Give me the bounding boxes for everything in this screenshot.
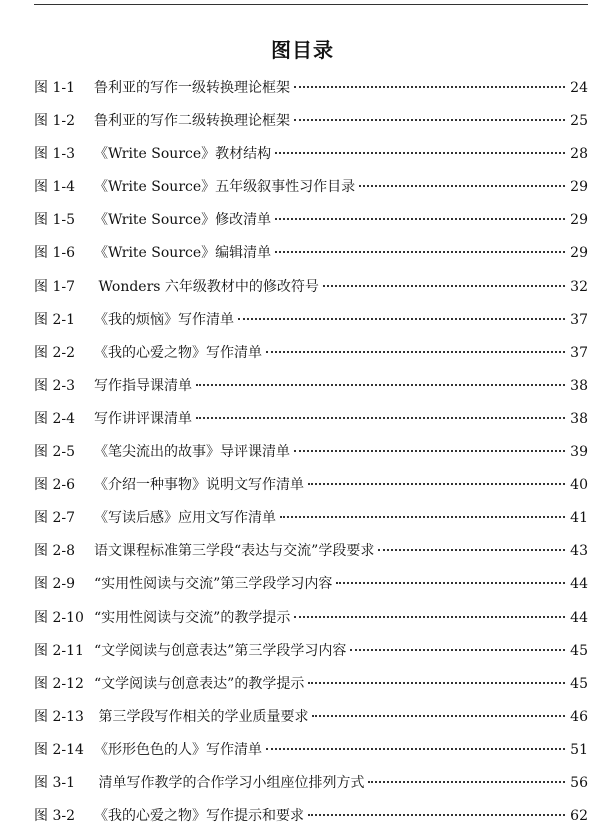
page-number: 37 xyxy=(570,311,588,328)
figure-title: 语文课程标准第三学段“表达与交流”学段要求 xyxy=(94,543,375,560)
dot-leader xyxy=(350,635,565,651)
page-number: 39 xyxy=(570,444,588,461)
figure-title: 《我的心爱之物》写作提示和要求 xyxy=(94,808,304,825)
figure-title: 《我的心爱之物》写作清单 xyxy=(94,344,262,361)
figure-number: 图 2-11 xyxy=(34,642,84,659)
dot-leader xyxy=(275,138,565,154)
dot-leader xyxy=(238,304,565,320)
page-number: 41 xyxy=(570,510,588,527)
figure-number: 图 2-14 xyxy=(34,741,84,758)
page-number: 38 xyxy=(570,377,588,394)
figure-number: 图 2-12 xyxy=(34,675,84,692)
figure-number: 图 1-4 xyxy=(34,179,75,196)
figure-number: 图 1-5 xyxy=(34,212,75,229)
dot-leader xyxy=(294,72,565,88)
figure-number: 图 2-10 xyxy=(34,609,84,626)
page-number: 45 xyxy=(570,675,588,692)
dot-leader xyxy=(266,734,565,750)
dot-leader xyxy=(275,237,565,253)
page-number: 32 xyxy=(570,278,588,295)
page-number: 51 xyxy=(570,741,588,758)
figure-title: 鲁利亚的写作一级转换理论框架 xyxy=(94,80,290,96)
figure-number: 图 2-9 xyxy=(34,576,75,593)
figure-title: “实用性阅读与交流”的教学提示 xyxy=(94,609,291,626)
figure-number: 图 2-6 xyxy=(34,477,75,494)
figure-number: 图 3-1 xyxy=(34,774,75,791)
dot-leader xyxy=(294,105,565,121)
dot-leader xyxy=(266,337,565,353)
figure-list xyxy=(34,76,588,837)
figure-number: 图 2-8 xyxy=(34,543,75,560)
figure-number: 图 2-3 xyxy=(34,377,75,394)
figure-number: 图 2-5 xyxy=(34,444,75,461)
dot-leader xyxy=(294,602,565,618)
figure-number: 图 2-1 xyxy=(34,311,75,328)
figure-title: 写作讲评课清单 xyxy=(94,410,192,427)
page-number: 56 xyxy=(570,774,588,791)
figure-title: “文学阅读与创意表达”第三学段学习内容 xyxy=(94,642,347,659)
toc-entry[interactable] xyxy=(34,804,588,837)
page-number: 44 xyxy=(570,609,588,626)
figure-number: 图 1-2 xyxy=(34,113,75,130)
figure-number: 图 1-6 xyxy=(34,245,75,262)
figure-title: 第三学段写作相关的学业质量要求 xyxy=(94,708,309,725)
figure-number: 图 1-1 xyxy=(34,80,75,96)
figure-number: 图 2-2 xyxy=(34,344,75,361)
page-number: 44 xyxy=(570,576,588,593)
page-number: 29 xyxy=(570,212,588,229)
dot-leader xyxy=(368,767,565,783)
figure-title: 写作指导课清单 xyxy=(94,377,192,394)
figure-number: 图 1-3 xyxy=(34,146,75,163)
dot-leader xyxy=(196,403,565,419)
figure-number: 图 2-13 xyxy=(34,708,84,725)
dot-leader xyxy=(308,800,565,816)
figure-title: 《Write Source》编辑清单 xyxy=(94,245,272,262)
page-number: 38 xyxy=(570,410,588,427)
page-number: 29 xyxy=(570,245,588,262)
page-number: 24 xyxy=(570,80,588,96)
figure-title: “实用性阅读与交流”第三学段学习内容 xyxy=(94,576,333,593)
dot-leader xyxy=(275,204,565,220)
page-number: 29 xyxy=(570,179,588,196)
page-number: 43 xyxy=(570,543,588,560)
figure-title: Wonders 六年级教材中的修改符号 xyxy=(94,278,319,295)
figure-title: 鲁利亚的写作二级转换理论框架 xyxy=(94,113,290,130)
dot-leader xyxy=(359,171,565,187)
figure-number: 图 2-7 xyxy=(34,510,75,527)
dot-leader xyxy=(196,370,565,386)
figure-number: 图 3-2 xyxy=(34,808,75,825)
page-number: 37 xyxy=(570,344,588,361)
page-title: 图目录 xyxy=(271,38,334,62)
figure-title: 清单写作教学的合作学习小组座位排列方式 xyxy=(94,774,365,791)
figure-title: 《写读后感》应用文写作清单 xyxy=(94,510,276,527)
dot-leader xyxy=(280,502,565,518)
figure-title: 《Write Source》五年级叙事性习作目录 xyxy=(94,179,356,196)
figure-title: 《介绍一种事物》说明文写作清单 xyxy=(94,477,304,494)
page-number: 28 xyxy=(570,146,588,163)
figure-title: 《我的烦恼》写作清单 xyxy=(94,311,234,328)
dot-leader xyxy=(336,568,565,584)
dot-leader xyxy=(308,469,565,485)
page-number: 62 xyxy=(570,808,588,825)
page-number: 25 xyxy=(570,113,588,130)
header-rule xyxy=(34,4,588,5)
figure-title: 《Write Source》修改清单 xyxy=(94,212,272,229)
figure-title: “文学阅读与创意表达”的教学提示 xyxy=(94,675,305,692)
dot-leader xyxy=(312,701,565,717)
dot-leader xyxy=(308,668,565,684)
figure-title: 《笔尖流出的故事》导评课清单 xyxy=(94,444,290,461)
dot-leader xyxy=(323,271,565,287)
figure-number: 图 2-4 xyxy=(34,410,75,427)
page-number: 45 xyxy=(570,642,588,659)
dot-leader xyxy=(378,535,565,551)
figure-number: 图 1-7 xyxy=(34,278,75,295)
page-number: 40 xyxy=(570,477,588,494)
figure-title: 《形形色色的人》写作清单 xyxy=(94,741,262,758)
dot-leader xyxy=(294,436,565,452)
figure-title: 《Write Source》教材结构 xyxy=(94,146,272,163)
page-number: 46 xyxy=(570,708,588,725)
